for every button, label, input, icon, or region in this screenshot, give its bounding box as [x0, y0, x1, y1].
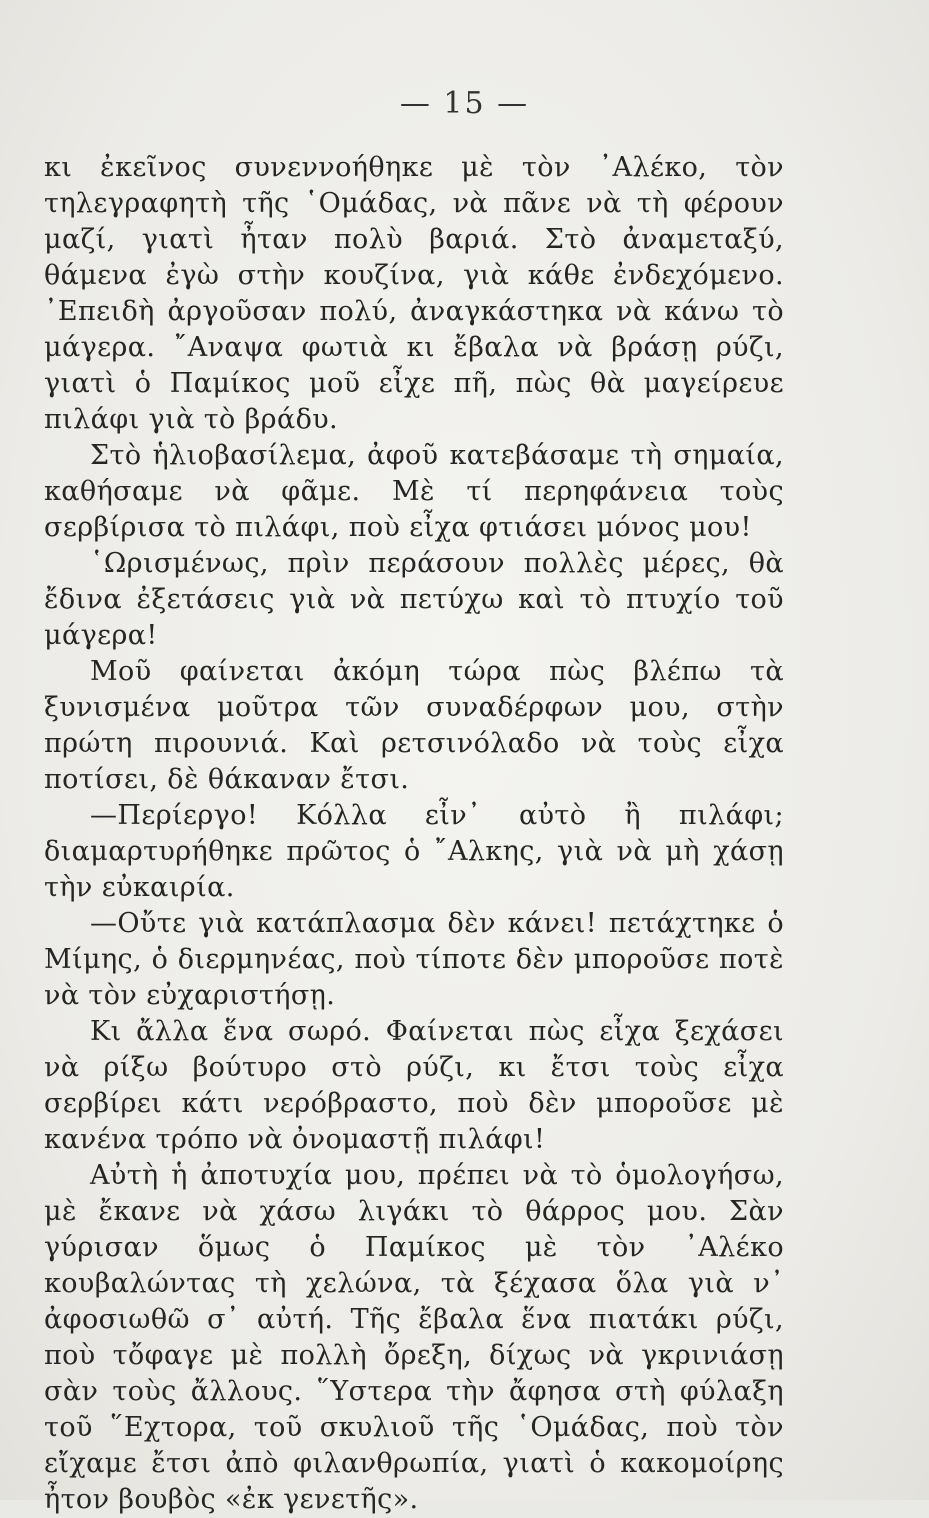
paragraph: Στὸ ἡλιοβασίλεμα, ἀφοῦ κατεβάσαμε τὴ σημαία, καθήσαμε νὰ φᾶμε. Μὲ τί περηφάνεια τοὺς σερβίρισα τὸ πιλάφι, ποὺ εἶχα φτιάσει μόνος μου! [44, 440, 784, 543]
paragraph: Αὐτὴ ἡ ἀποτυχία μου, πρέπει νὰ τὸ ὁμολογήσω, μὲ ἔκανε νὰ χάσω λιγάκι τὸ θάρρος μου. Σὰν γύρισαν ὅμως ὁ Παμίκος μὲ τὸν ᾿Αλέκο κουβαλώντας τὴ χελώνα, τὰ ξέχασα ὅλα γιὰ ν᾿ ἀφοσιωθῶ σ᾿ αὐτή. Τῆς ἔβαλα ἕνα πιατάκι ρύζι, ποὺ τὄφαγε μὲ πολλὴ ὄρεξη, δίχως νὰ γκρινιάσῃ σὰν τοὺς ἄλλους. ῞Υστερα τὴν ἄφησα στὴ φύλαξη τοῦ ῞Εχτορα, τοῦ σκυλιοῦ τῆς ῾Ομάδας, ποὺ τὸν εἴχαμε ἔτσι ἀπὸ φιλανθρωπία, γιατὶ ὁ κακομοίρης ἦτον βουβὸς «ἐκ γενετῆς». [44, 1160, 784, 1515]
page-number: — 15 — [399, 86, 530, 121]
paragraph: ῾Ωρισμένως, πρὶν περάσουν πολλὲς μέρες, θὰ ἔδινα ἐξετάσεις γιὰ νὰ πετύχω καὶ τὸ πτυχίο τοῦ μάγερα! [44, 548, 784, 651]
body-text [44, 150, 784, 1518]
paragraph: —Οὔτε γιὰ κατάπλασμα δὲν κάνει! πετάχτηκε ὁ Μίμης, ὁ διερμηνέας, ποὺ τίποτε δὲν μποροῦσε ποτὲ νὰ τὸν εὐχαριστήσῃ. [44, 908, 784, 1011]
paragraph: —Περίεργο! Κόλλα εἶν᾿ αὐτὸ ἢ πιλάφι; διαμαρτυρήθηκε πρῶτος ὁ ῎Αλκης, γιὰ νὰ μὴ χάσῃ τὴν εὐκαιρία. [44, 800, 784, 903]
paragraph: Κι ἄλλα ἕνα σωρό. Φαίνεται πὼς εἶχα ξεχάσει νὰ ρίξω βούτυρο στὸ ρύζι, κι ἔτσι τοὺς εἶχα σερβίρει κάτι νερόβραστο, ποὺ δὲν μποροῦσε μὲ κανένα τρόπο νὰ ὀνομαστῇ πιλάφι! [44, 1016, 784, 1155]
paragraph: κι ἐκεῖνος συνεννοήθηκε μὲ τὸν ᾿Αλέκο, τὸν τηλεγραφητὴ τῆς ῾Ομάδας, νὰ πᾶνε νὰ τὴ φέρουν μαζί, γιατὶ ἦταν πολὺ βαριά. Στὸ ἀναμεταξύ, θάμενα ἐγὼ στὴν κουζίνα, γιὰ κάθε ἐνδεχόμενο. ᾿Επειδὴ ἀργοῦσαν πολύ, ἀναγκάστηκα νὰ κάνω τὸ μάγερα. ῎Αναψα φωτιὰ κι ἔβαλα νὰ βράσῃ ρύζι, γιατὶ ὁ Παμίκος μοῦ εἶχε πῆ, πὼς θὰ μαγείρευε πιλάφι γιὰ τὸ βράδυ. [44, 152, 784, 435]
paragraph: Μοῦ φαίνεται ἀκόμη τώρα πὼς βλέπω τὰ ξυνισμένα μοῦτρα τῶν συναδέρφων μου, στὴν πρώτη πιρουνιά. Καὶ ρετσινόλαδο νὰ τοὺς εἶχα ποτίσει, δὲ θάκαναν ἔτσι. [44, 656, 784, 795]
